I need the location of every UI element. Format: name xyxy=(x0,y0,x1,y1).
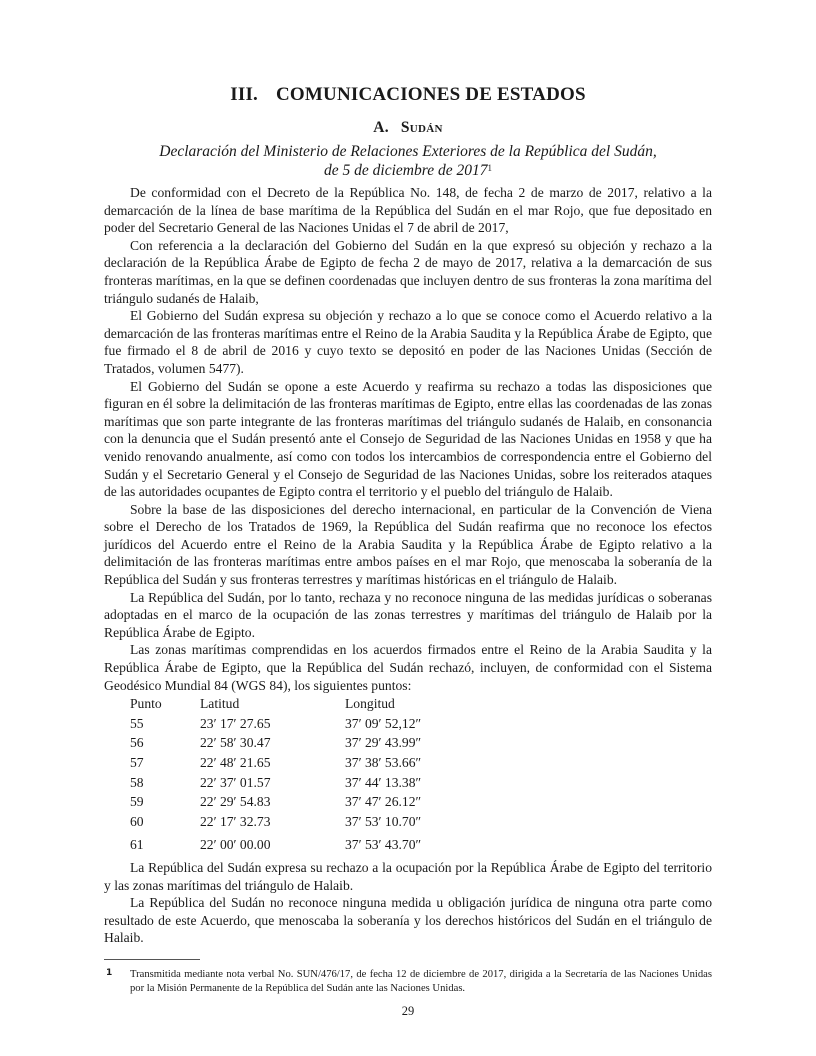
paragraph: El Gobierno del Sudán se opone a este Acuerdo y reafirma su rechazo a todas las disposiciones que figuran en él sobre la delimitación de las fronteras marítimas de Egipto, entre ellas las coordenadas de las zonas marítimas que son parte integrante de las fronteras marítimas del triángulo sudanés de Halaib, en consonancia con la denuncia que el Sudán presentó ante el Consejo de Seguridad de las Naciones Unidas en 1958 y que ha venido renovando anualmente, así como con todos los intercambios de correspondencia entre el Gobierno del Sudán y el Secretario General y el Consejo de Seguridad de las Naciones Unidas, sobre los reiterados ataques de las autoridades ocupantes de Egipto contra el territorio y el pueblo del triángulo de Halaib. xyxy=(104,378,712,500)
chapter-number: III. xyxy=(230,84,258,105)
table-row xyxy=(130,833,495,857)
section-title: Sudán xyxy=(400,119,443,136)
column-header-longitud: Longitud xyxy=(345,696,395,712)
cell-latitud: 22′ 17′ 32.73 xyxy=(200,813,271,829)
cell-longitud: 37′ 38′ 53.66″ xyxy=(345,755,422,770)
cell-longitud: 37′ 44′ 13.38″ xyxy=(345,774,422,790)
table-row xyxy=(130,735,495,755)
paragraph: Sobre la base de las disposiciones del derecho internacional, en particular de la Convención de Viena sobre el Derecho de los Tratados de 1969, la República del Sudán reafirma que no reconoce los efectos jurídicos del Acuerdo entre el Reino de la Arabia Saudita y la República Árabe de Egipto relativo a la delimitación de las fronteras marítimas entre ambos países en el mar Rojo, que menoscaba la soberanía de la República del Sudán y sus fronteras terrestres y marítimas históricas en el triángulo de Halaib. xyxy=(104,501,712,588)
cell-punto: 56 xyxy=(130,735,144,751)
footnote-text: Transmitida mediante nota verbal No. SUN/476/17, de fecha 12 de diciembre de 2017, dirigida a la Secretaría de las Naciones Unidas por la Misión Permanente de la República del Sudán ante las Naciones Unidas. xyxy=(130,968,712,994)
cell-punto: 60 xyxy=(130,813,144,829)
paragraph: La República del Sudán no reconoce ninguna medida u obligación jurídica de ninguna otra parte como resultado de este Acuerdo, que menoscaba la soberanía y los derechos históricos del Sudán en el triángulo de Halaib. xyxy=(104,895,712,946)
cell-punto: 58 xyxy=(130,774,144,790)
cell-latitud: 22′ 37′ 01.57 xyxy=(200,774,271,790)
cell-longitud: 37′ 09′ 52,12″ xyxy=(345,715,422,731)
table-header-row xyxy=(130,696,495,716)
table-row xyxy=(130,794,495,814)
cell-punto: 61 xyxy=(130,837,144,853)
cell-latitud: 23′ 17′ 27.65 xyxy=(200,715,271,731)
document-title-line1: Declaración del Ministerio de Relaciones Exteriores de la República del Sudán, xyxy=(159,143,657,160)
footnote-reference[interactable]: 1 xyxy=(487,163,492,173)
section-heading xyxy=(104,118,712,138)
document-title xyxy=(104,142,712,180)
column-header-punto: Punto xyxy=(130,696,162,712)
paragraph: De conformidad con el Decreto de la República No. 148, de fecha 2 de marzo de 2017, relativo a la demarcación de la línea de base marítima de la República del Sudán en el mar Rojo, que fue depositado en poder del Secretario General de las Naciones Unidas el 7 de abril de 2017, xyxy=(104,185,712,236)
table-row xyxy=(130,775,495,795)
cell-punto: 59 xyxy=(130,794,144,810)
cell-latitud: 22′ 58′ 30.47 xyxy=(200,735,271,751)
cell-latitud: 22′ 48′ 21.65 xyxy=(200,755,271,770)
document-page xyxy=(104,84,712,1019)
cell-punto: 57 xyxy=(130,755,144,770)
coordinates-table xyxy=(130,696,495,857)
paragraph: Con referencia a la declaración del Gobierno del Sudán en la que expresó su objeción y rechazo a la declaración de la República Árabe de Egipto de fecha 2 de mayo de 2017, relativa a la demarcación de sus fronteras marítimas, en la que se definen coordenadas que incluyen dentro de sus fronteras la zona marítima del triángulo sudanés de Halaib, xyxy=(104,237,712,306)
document-title-date: de 5 de diciembre de 2017 xyxy=(324,162,488,179)
chapter-title: COMUNICACIONES DE ESTADOS xyxy=(275,84,586,105)
footnote xyxy=(104,968,712,996)
chapter-heading xyxy=(104,84,712,106)
footnote-divider xyxy=(104,959,200,960)
paragraph: La República del Sudán, por lo tanto, rechaza y no reconoce ninguna de las medidas jurídicas o soberanas adoptadas en el marco de la ocupación de las zonas terrestres y marítimas del triángulo de Halaib por la República Árabe de Egipto. xyxy=(104,589,712,640)
cell-longitud: 37′ 53′ 10.70″ xyxy=(345,813,422,829)
cell-latitud: 22′ 29′ 54.83 xyxy=(200,794,271,810)
table-row xyxy=(130,716,495,736)
footnote-mark: 1 xyxy=(106,967,113,978)
paragraph: La República del Sudán expresa su rechazo a la ocupación por la República Árabe de Egipto del territorio y las zonas marítimas del triángulo de Halaib. xyxy=(104,859,712,893)
document-title-line2 xyxy=(104,161,712,180)
table-row xyxy=(130,814,495,834)
cell-longitud: 37′ 29′ 43.99″ xyxy=(345,735,422,751)
column-header-latitud: Latitud xyxy=(200,696,240,712)
table-row xyxy=(130,755,495,775)
paragraph: Las zonas marítimas comprendidas en los acuerdos firmados entre el Reino de la Arabia Saudita y la República Árabe de Egipto, que la República del Sudán rechazó, incluyen, de conformidad con el Sistema Geodésico Mundial 84 (WGS 84), los siguientes puntos: xyxy=(104,642,712,693)
cell-punto: 55 xyxy=(130,715,144,731)
page-number: 29 xyxy=(401,1003,415,1018)
section-letter: A. xyxy=(373,119,389,136)
cell-longitud: 37′ 47′ 26.12″ xyxy=(345,794,422,810)
paragraph: El Gobierno del Sudán expresa su objeción y rechazo a lo que se conoce como el Acuerdo relativo a la demarcación de las fronteras marítimas entre el Reino de la Arabia Saudita y la República Árabe de Egipto, que fue firmado el 8 de abril de 2016 y cuyo texto se depositó en poder de las Naciones Unidas (Sección de Tratados, volumen 5477). xyxy=(104,308,712,376)
cell-longitud: 37′ 53′ 43.70″ xyxy=(345,837,422,853)
cell-latitud: 22′ 00′ 00.00 xyxy=(200,837,271,853)
